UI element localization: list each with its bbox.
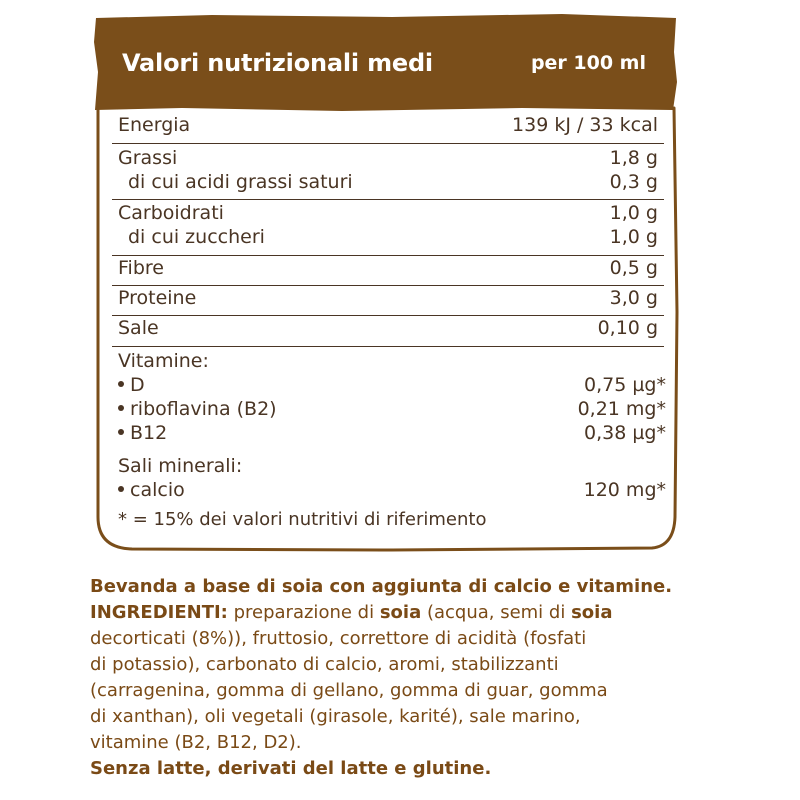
vitamin-row-d [118,373,666,397]
separator [112,143,664,144]
ingredients-line: di potassio), carbonato di calcio, aromi, stabilizzanti [90,654,559,675]
nutrient-value: 3,0 g [609,287,658,309]
nutrient-label: Carboidrati [118,202,224,224]
table-header [94,16,674,110]
nutrient-label: di cui zuccheri [128,226,265,248]
ingredients-text: (acqua, semi di [421,602,572,623]
minerals-heading: Sali minerali: [118,455,243,477]
ingredients-line: di xanthan), oli vegetali (girasole, karité), sale marino, [90,706,581,727]
nutrition-table [92,12,680,552]
nutrient-row-proteine [118,286,658,310]
nutrient-label: Energia [118,114,191,136]
nutrient-label: di cui acidi grassi saturi [128,171,353,193]
vitamin-row-b2 [118,397,666,421]
ingredients-text: preparazione di [227,602,380,623]
mineral-label: calcio [130,479,185,501]
free-from-statement: Senza latte, derivati del latte e glutine. [90,758,492,779]
minerals-heading-row [118,454,658,478]
allergen-soia: soia [379,602,422,623]
nutrient-row-sale [118,316,658,340]
nutrient-row-energia [118,113,658,137]
table-unit: per 100 ml [530,52,646,74]
ingredients-label: INGREDIENTI: [90,602,228,623]
nutrient-row-saturi [118,170,658,194]
vitamin-value: 0,75 µg* [584,374,666,396]
nutrient-value: 1,8 g [609,147,658,169]
mineral-value: 120 mg* [583,479,666,501]
vitamin-value: 0,21 mg* [577,398,666,420]
nutrient-row-grassi [118,146,658,170]
product-description [90,574,730,782]
bullet-icon [118,486,124,492]
nutrient-row-fibre [118,256,658,280]
table-title: Valori nutrizionali medi [122,49,433,77]
nutrient-row-carboidrati [118,201,658,225]
bullet-icon [118,381,124,387]
separator [112,199,664,200]
nutrient-value: 1,0 g [609,226,658,248]
mineral-row-calcio [118,478,666,502]
nutrient-label: Sale [118,317,159,339]
nutrient-value: 0,5 g [609,257,658,279]
ingredients-line: vitamine (B2, B12, D2). [90,732,302,753]
vitamin-label: B12 [130,422,168,444]
nutrient-label: Grassi [118,147,178,169]
vitamins-heading-row [118,349,658,373]
bullet-icon [118,405,124,411]
separator [112,346,664,347]
nutrient-value: 0,3 g [609,171,658,193]
nutrient-label: Proteine [118,287,197,309]
vitamin-label: riboflavina (B2) [130,398,277,420]
ingredients-line: decorticati (8%)), fruttosio, correttore di acidità (fosfati [90,628,587,649]
nutrient-value: 0,10 g [597,317,658,339]
vitamins-heading: Vitamine: [118,350,209,372]
vitamin-label: D [130,374,145,396]
product-name: Bevanda a base di soia con aggiunta di calcio e vitamine. [90,576,673,597]
ingredients-line: (carragenina, gomma di gellano, gomma di guar, gomma [90,680,608,701]
vitamin-value: 0,38 µg* [584,422,666,444]
nutrient-label: Fibre [118,257,164,279]
allergen-soia: soia [571,602,613,623]
bullet-icon [118,429,124,435]
nutrient-value: 139 kJ / 33 kcal [512,114,658,136]
vitamin-row-b12 [118,421,666,445]
footnote: * = 15% dei valori nutritivi di riferimento [118,509,487,530]
nutrient-row-zuccheri [118,225,658,249]
nutrient-value: 1,0 g [609,202,658,224]
